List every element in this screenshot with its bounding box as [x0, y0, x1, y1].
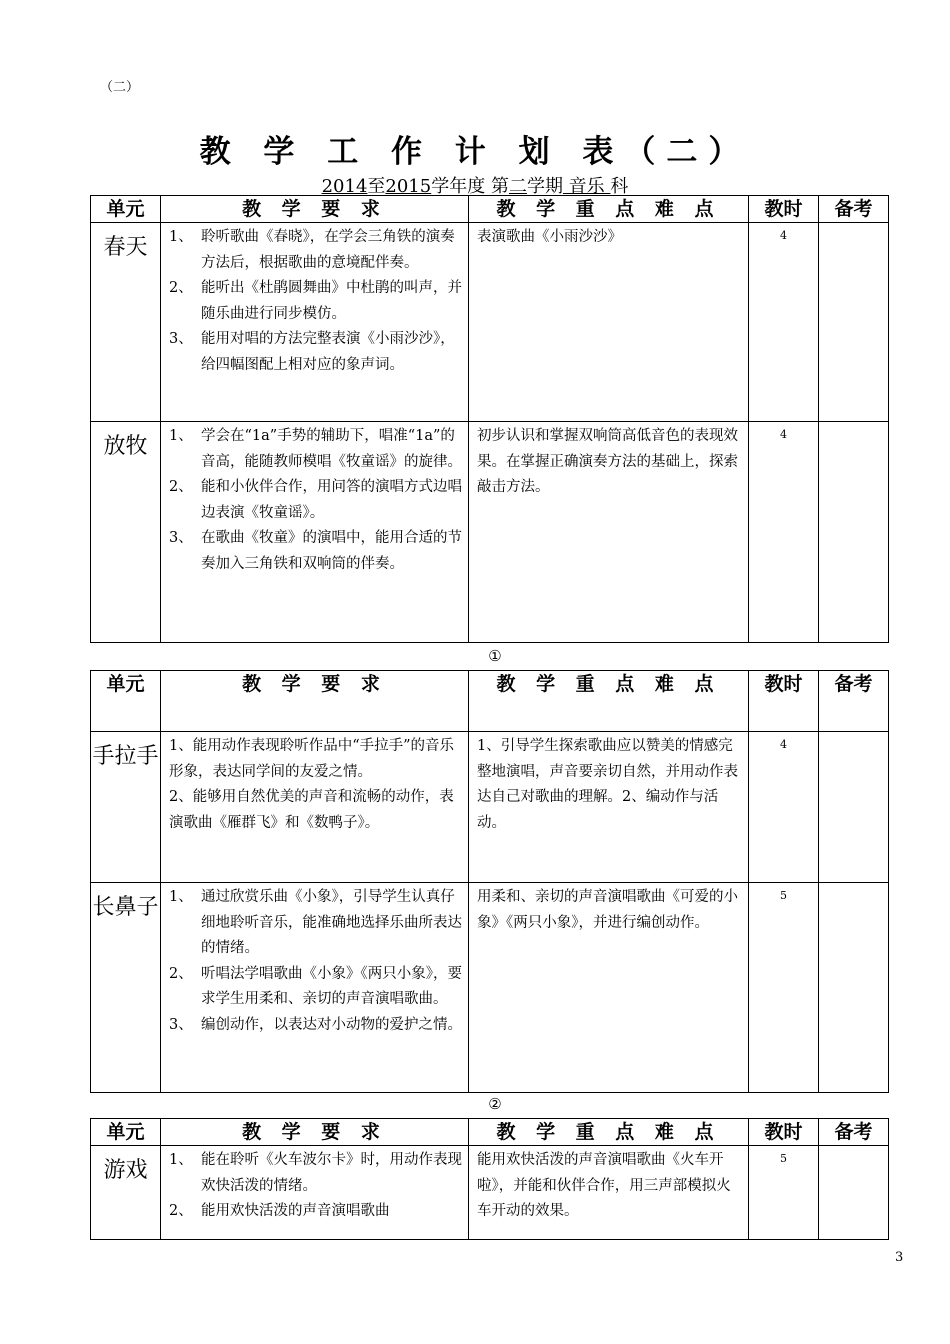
header-unit: 单元	[91, 1119, 161, 1146]
key-points-cell: 表演歌曲《小雨沙沙》	[469, 223, 749, 422]
subject-suffix: 科	[610, 176, 629, 197]
notes-cell	[819, 883, 889, 1093]
hours-cell: 4	[749, 223, 819, 422]
notes-cell	[819, 422, 889, 643]
list-item: 1、 聆听歌曲《春晓》，在学会三角铁的演奏方法后，根据歌曲的意境配伴奏。	[169, 229, 455, 271]
notes-cell	[819, 732, 889, 883]
requirements-cell	[161, 732, 469, 883]
term-suffix: 学期	[526, 176, 563, 197]
header-hours: 教时	[749, 196, 819, 223]
header-key-points: 教 学 重 点 难 点	[469, 671, 749, 732]
list-item: 1、 能在聆听《火车波尔卡》时，用动作表现欢快活泼的情绪。	[169, 1152, 462, 1194]
page-mark-2: ②	[488, 1095, 502, 1113]
year-end: 2015	[385, 176, 432, 197]
header-hours: 教时	[749, 1119, 819, 1146]
academic-year-label: 学年度 第	[431, 176, 509, 197]
table-row	[91, 422, 889, 643]
table-row	[91, 732, 889, 883]
list-item: 2、 能听出《杜鹃圆舞曲》中杜鹃的叫声，并随乐曲进行同步模仿。	[169, 280, 462, 322]
key-points-cell: 1、引导学生探索歌曲应以赞美的情感完整地演唱，声音要亲切自然，并用动作表达自己对歌曲的理解。2、编动作与活动。	[469, 732, 749, 883]
notes-cell	[819, 223, 889, 422]
header-requirements: 教 学 要 求	[161, 1119, 469, 1146]
table-row	[91, 883, 889, 1093]
header-notes: 备考	[819, 1119, 889, 1146]
header-key-points: 教 学 重 点 难 点	[469, 196, 749, 223]
hours-cell: 5	[749, 1146, 819, 1240]
term: 二	[508, 176, 527, 197]
header-requirements: 教 学 要 求	[161, 196, 469, 223]
hours-cell: 4	[749, 422, 819, 643]
requirements-cell	[161, 422, 469, 643]
subject: 音乐	[562, 176, 611, 197]
key-points-cell: 能用欢快活泼的声音演唱歌曲《火车开啦》，并能和伙伴合作，用三声部模拟火车开动的效果。	[469, 1146, 749, 1240]
list-item: 3、 在歌曲《牧童》的演唱中，能用合适的节奏加入三角铁和双响筒的伴奏。	[169, 530, 462, 572]
header-unit: 单元	[91, 196, 161, 223]
unit-name: 游戏	[91, 1146, 161, 1240]
page-title: 教 学 工 作 计 划 表（二）	[199, 134, 751, 170]
key-points-cell: 初步认识和掌握双响筒高低音色的表现效果。在掌握正确演奏方法的基础上，探索敲击方法。	[469, 422, 749, 643]
table-header	[91, 671, 889, 732]
table-header	[91, 196, 889, 223]
list-item: 1、 学会在“1a”手势的辅助下，唱准“1a”的音高，能随教师模唱《牧童谣》的旋律。	[169, 428, 462, 470]
plan-table-3	[90, 1118, 889, 1240]
list-item: 1、 通过欣赏乐曲《小象》，引导学生认真仔细地聆听音乐，能准确地选择乐曲所表达的情绪。	[169, 889, 462, 956]
list-item: 2、 能和小伙伴合作，用问答的演唱方式边唱边表演《牧童谣》。	[169, 479, 462, 521]
year-start: 2014	[321, 176, 368, 197]
plan-table-2	[90, 670, 889, 1093]
unit-name: 春天	[91, 223, 161, 422]
key-points-cell: 用柔和、亲切的声音演唱歌曲《可爱的小象》《两只小象》，并进行编创动作。	[469, 883, 749, 1093]
table-row	[91, 223, 889, 422]
unit-name: 放牧	[91, 422, 161, 643]
header-requirements: 教 学 要 求	[161, 671, 469, 732]
unit-name: 长鼻子	[91, 883, 161, 1093]
list-item: 2、 听唱法学唱歌曲《小象》《两只小象》，要求学生用柔和、亲切的声音演唱歌曲。	[169, 965, 462, 1007]
header-unit: 单元	[91, 671, 161, 732]
table-row	[91, 1146, 889, 1240]
hours-cell: 4	[749, 732, 819, 883]
list-item: 3、 能用对唱的方法完整表演《小雨沙沙》，给四幅图配上相对应的象声词。	[169, 331, 455, 373]
plan-table-1	[90, 195, 889, 643]
page-number: 3	[895, 1250, 904, 1265]
corner-label: （二）	[100, 80, 140, 95]
header-notes: 备考	[819, 196, 889, 223]
table-header	[91, 1119, 889, 1146]
list-item: 3、 编创动作，以表达对小动物的爱护之情。	[169, 1016, 462, 1033]
header-key-points: 教 学 重 点 难 点	[469, 1119, 749, 1146]
requirements-cell	[161, 883, 469, 1093]
list-item: 1、能用动作表现聆听作品中“手拉手”的音乐形象，表达同学间的友爱之情。	[169, 738, 455, 780]
requirements-cell	[161, 223, 469, 422]
header-hours: 教时	[749, 671, 819, 732]
list-item: 2、 能用欢快活泼的声音演唱歌曲	[169, 1203, 390, 1219]
header-notes: 备考	[819, 671, 889, 732]
year-to: 至	[367, 176, 386, 197]
requirements-cell	[161, 1146, 469, 1240]
page-mark-1: ①	[488, 647, 502, 665]
unit-name: 手拉手	[91, 732, 161, 883]
hours-cell: 5	[749, 883, 819, 1093]
notes-cell	[819, 1146, 889, 1240]
list-item: 2、能够用自然优美的声音和流畅的动作，表演歌曲《雁群飞》和《数鸭子》。	[169, 789, 454, 831]
